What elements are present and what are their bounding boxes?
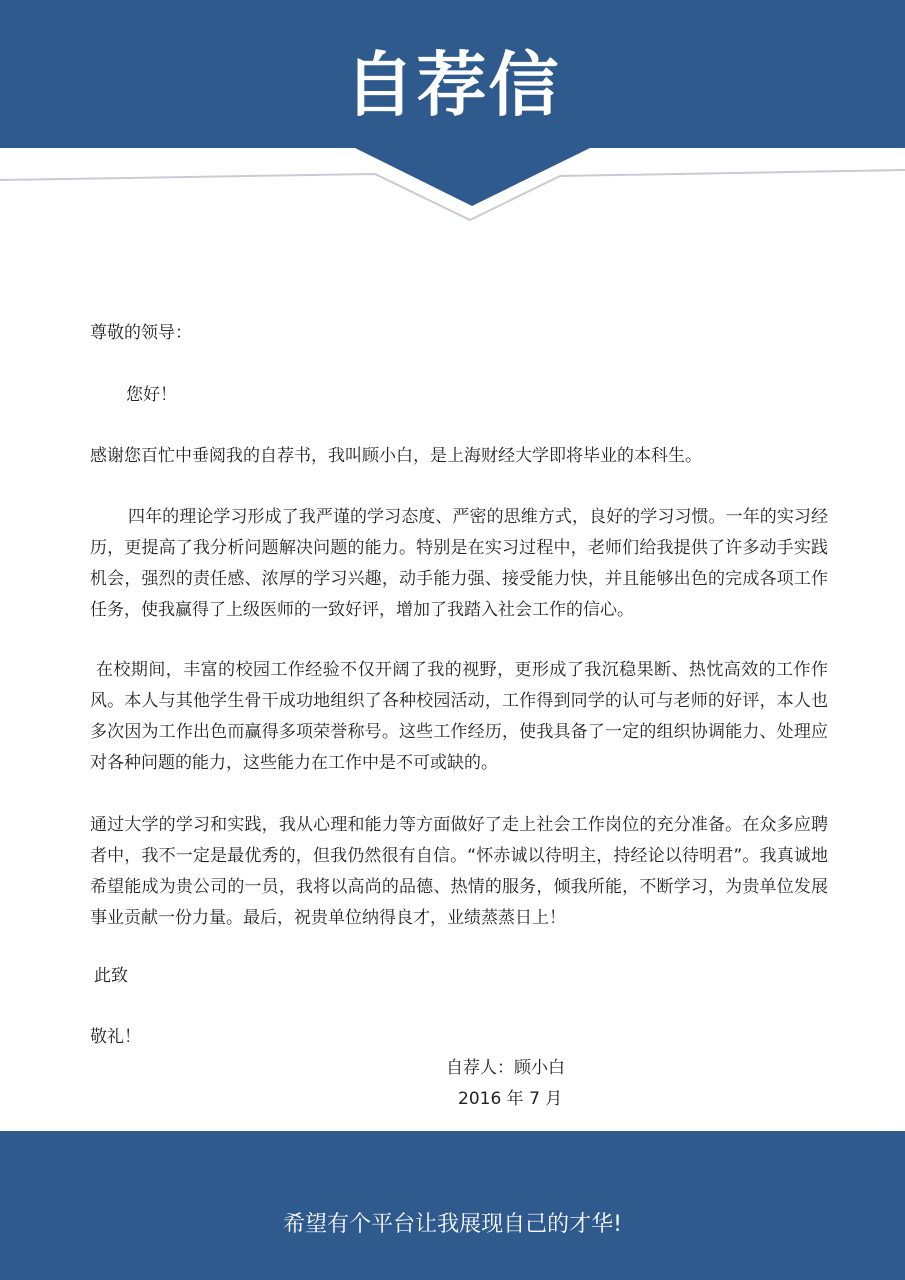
paragraph-study: 四年的理论学习形成了我严谨的学习态度、严密的思维方式，良好的学习习惯。一年的实习经历，更提高了我分析问题解决问题的能力。特别是在实习过程中，老师们给我提供了许多动手实践机会，强烈的责任感、浓厚的学习兴趣，动手能力强、接受能力快，并且能够出色的完成各项工作任务，使我赢得了上级医师的一致好评，增加了我踏入社会工作的信心。 (90, 507, 828, 620)
footer-band (0, 1131, 905, 1280)
paragraph-intro: 感谢您百忙中垂阅我的自荐书，我叫顾小白，是上海财经大学即将毕业的本科生。 (90, 446, 702, 466)
greeting: 您好！ (126, 385, 177, 405)
salutation: 尊敬的领导： (90, 323, 192, 343)
page-title: 自荐信 (344, 44, 561, 126)
chevron-shape (355, 148, 590, 206)
header-chevron-decoration (0, 140, 905, 230)
header-band-edge (0, 140, 905, 148)
letter-date: 2016 年 7 月 (458, 1089, 563, 1109)
closing-line-2: 敬礼！ (90, 1027, 141, 1047)
paragraph-conclusion: 通过大学的学习和实践，我从心理和能力等方面做好了走上社会工作岗位的充分准备。在众多应聘者中，我不一定是最优秀的，但我仍然很有自信。“怀赤诚以待明主，持经论以待明君”。我真诚地希望能成为贵公司的一员，我将以高尚的品德、热情的服务，倾我所能，不断学习，为贵单位发展事业贡献一份力量。最后，祝贵单位纳得良才，业绩蒸蒸日上！ (90, 815, 828, 928)
paragraph-campus: 在校期间，丰富的校园工作经验不仅开阔了我的视野，更形成了我沉稳果断、热忱高效的工作作风。本人与其他学生骨干成功地组织了各种校园活动，工作得到同学的认可与老师的好评，本人也多次因为工作出色而赢得多项荣誉称号。这些工作经历，使我具备了一定的组织协调能力、处理应对各种问题的能力，这些能力在工作中是不可或缺的。 (90, 660, 828, 773)
signer: 自荐人：顾小白 (446, 1058, 565, 1078)
footer-slogan: 希望有个平台让我展现自己的才华! (283, 1212, 622, 1237)
closing-line-1: 此致 (94, 966, 128, 986)
